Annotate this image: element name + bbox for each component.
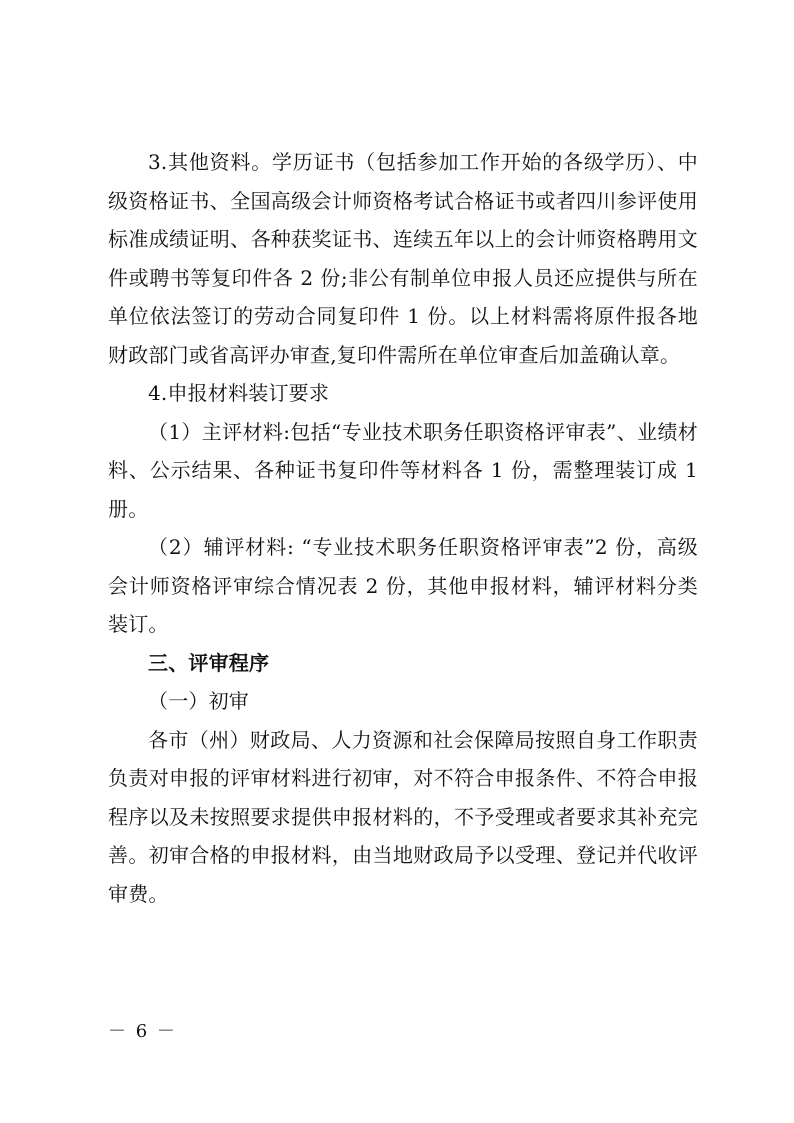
section-heading-review-procedure: 三、评审程序 xyxy=(148,650,270,675)
document-body xyxy=(108,143,698,913)
paragraph-preliminary-review: 各市（州）财政局、人力资源和社会保障局按照自身工作职责负责对申报的评审材料进行初审，对不符合申报条件、不符合申报程序以及未按照要求提供申报材料的，不予受理或者要求其补充完善。初审合格的申报材料，由当地财政局予以受理、登记并代收评审费。 xyxy=(108,727,698,906)
paragraph-binding-requirements: 4.申报材料装订要求 xyxy=(148,381,330,405)
paragraph-other-materials: 3.其他资料。学历证书（包括参加工作开始的各级学历）、中级资格证书、全国高级会计师资格考试合格证书或者四川参评使用标准成绩证明、各种获奖证书、连续五年以上的会计师资格聘用文件或聘书等复印件各 2 份;非公有制单位申报人员还应提供与所在单位依法签订的劳动合同复印件 1 份。以上材料需将原件报各地财政部门或省高评办审查,复印件需所在单位审查后加盖确认章。 xyxy=(108,150,698,367)
subheading-preliminary-review: （一）初审 xyxy=(148,689,249,713)
paragraph-auxiliary-materials: （2）辅评材料: “专业技术职务任职资格评审表”2 份，高级会计师资格评审综合情况表 2 份，其他申报材料，辅评材料分类装订。 xyxy=(108,535,698,636)
page-number: － 6 － xyxy=(108,1021,177,1042)
paragraph-main-materials: （1）主评材料:包括“专业技术职务任职资格评审表”、业绩材料、公示结果、各种证书复印件等材料各 1 份，需整理装订成 1 册。 xyxy=(108,419,698,521)
